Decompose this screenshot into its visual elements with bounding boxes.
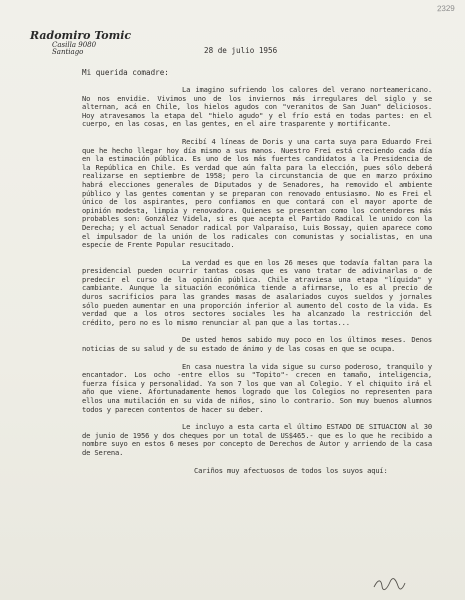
paragraph: En casa nuestra la vida sigue su curso poderoso, tranquilo y encantador. Los ocho -entre ellos su "Topito"- crecen en tamaño, inteligencia, fuerza física y personalidad. Ya son 7 los que van al Colegio. Y el chiquito irá el año que viene. Afortunadamente hemos logrado que los Colegios no representen para ellos una mutilación en su vida de niños, sino lo contrario. Son muy buenos alumnos todos y parecen contentos de hacer su deber. [82,361,432,414]
archive-number: 2329 [437,3,456,14]
paragraph: Le incluyo a esta carta el último ESTADO DE SITUACION al 30 de junio de 1956 y dos cheques por un total de US$465.- que es lo que he recibido a nombre suyo en estos 6 meses por concepto de Derechos de Autor y arriendo de la casa de Serena. [82,422,432,457]
letterhead [30,30,131,56]
paragraph: Recibí 4 líneas de Doris y una carta suya para Eduardo Frei que he hecho llegar hoy día mismo a sus manos. Nuestro Frei está creciendo cada día en la estimación pública. Es uno de los más fuertes candidatos a la Presidencia de la República en Chile. Es verdad que aún falta para la elección, pues sólo deberá realizarse en septiembre de 1958; pero la circunstancia de que en marzo próximo habrá elecciones generales de Diputados y de Senadores, ha removido el ambiente público y las gentes comentan y se preparan con renovado entusiasmo. No es Frei el único de los aspirantes, pero confiamos en que contará con el mayor aporte de opinión modesta, limpia y renovadora. Quienes se presentan como los contendores más probables son: González Videla, si es que acepta el Partido Radical le unido con la Derecha; y el actual Senador radical por Valparaíso, Luis Bossay, quien aparece como el impulsador de la unión de los radicales con comunistas y socialistas, en una especie de Frente Popular resucitado. [82,136,432,250]
paragraph: La imagino sufriendo los calores del verano norteamericano. No nos envidie. Vivimos uno de los inviernos más irregulares del siglo y se alternan, acá en Chile, los hielos agudos con "veranitos de San Juan" deliciosos. Hoy atravesamos la etapa del "hielo agudo" y el frío está en todas partes: en el cuerpo, en las cosas, en las gentes, en el aire trasparente y mortificante. [82,85,432,129]
letter-date: 28 de julio 1956 [204,46,278,55]
paragraph: De usted hemos sabido muy poco en los últimos meses. Denos noticias de su salud y de su estado de ánimo y de las cosas en que se ocupa. [82,335,432,354]
letter-body [82,86,432,475]
closing-line: Cariños muy afectuosos de todos los suyos aquí: [194,465,388,475]
letterhead-name: Radomiro Tomic [30,29,132,42]
paragraph: La verdad es que en los 26 meses que todavía faltan para la presidencial pueden ocurrir tantas cosas que es vano tratar de adivinarlas o de predecir el curso de la opinión pública. Chile atraviesa una etapa "líquida" y cambiante. Aunque la situación económica tiende a afirmarse, lo es al precio de duros sacrificios para las grandes masas de asalariados cuyos sueldos y jornales sólo pueden aumentar en una proporción inferior al aumento del costo de la vida. Es verdad que a los otros sectores sociales les ha alcanzado la restricción del crédito, pero no es lo mismo renunciar al pan que a las tortas... [82,257,432,327]
letterhead-address-line2: Santiago [52,47,84,56]
letterhead-address-line1: Casilla 9080 [52,40,97,49]
salutation: Mi querida comadre: [82,68,169,77]
signature-scribble [372,577,406,591]
